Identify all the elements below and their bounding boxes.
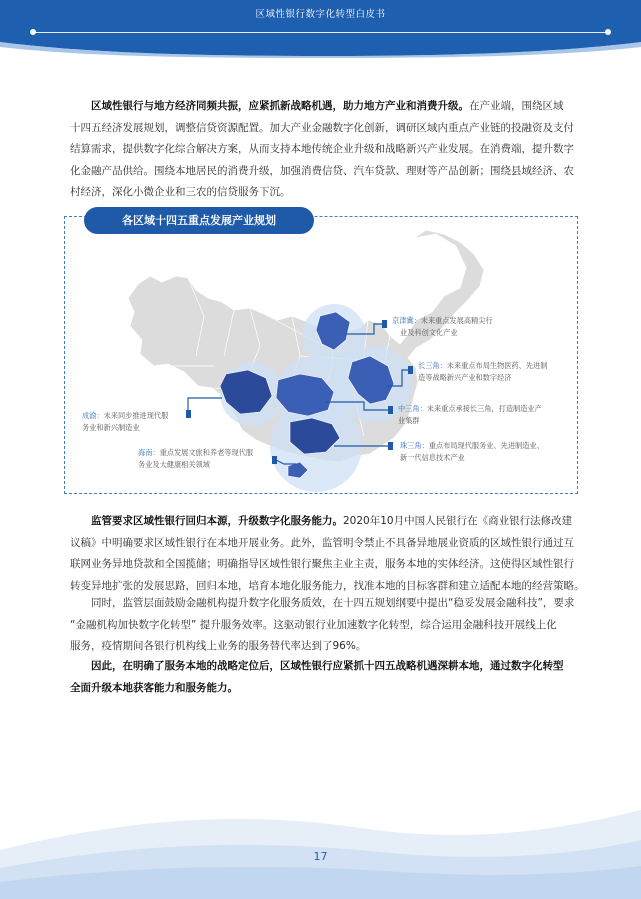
label-jjj [392, 315, 493, 339]
header-dot-left [30, 29, 36, 35]
label-zsj [398, 403, 542, 427]
paragraph-2-lead: 监管要求区域性银行回归本源，升级数字化服务能力。 [91, 515, 343, 527]
figure-title: 各区域十四五重点发展产业规划 [84, 207, 314, 234]
paragraph-1-line-3: 结算需求，提供数字化综合解决方案，从而支持本地传统企业升级和战略新兴产业发展。在消费端，提升数字 [70, 143, 574, 155]
label-cy-name: 成渝： [82, 411, 104, 420]
label-hn-line-1: 重点发展文旅和养老等现代服 [159, 448, 254, 457]
label-csj-name: 长三角： [418, 361, 447, 370]
label-zsj-name: 中三角： [398, 404, 427, 413]
label-zhsj-line-2: 新一代信息技术产业 [400, 453, 465, 462]
paragraph-fintech [70, 593, 590, 658]
paragraph-conclusion [70, 656, 590, 699]
label-cy-line-2: 务业和新兴制造业 [82, 423, 140, 432]
paragraph-regulation [70, 511, 590, 597]
paragraph-regional-economy [70, 96, 590, 204]
footer-waves [0, 790, 641, 899]
label-csj-line-2: 造等战略新兴产业和数字经济 [418, 373, 512, 382]
label-jjj-name: 京津冀： [392, 316, 421, 325]
paragraph-4-line-1: 因此，在明确了服务本地的战略定位后，区域性银行应紧抓十四五战略机遇深耕本地，通过数字化转型 [91, 660, 564, 672]
label-zsj-line-2: 业集群 [398, 416, 420, 425]
paragraph-3-line-1: 同时，监管层面鼓励金融机构提升数字化服务质效，在十四五规划纲要中提出“稳妥发展金融科技”，要求 [91, 597, 575, 609]
paragraph-2-line-1: 2020年10月中国人民银行在《商业银行法修改建 [343, 515, 573, 527]
paragraph-2-line-4: 转变异地扩张的发展思路，回归本地，培育本地化服务能力，找准本地的目标客群和建立适配本地的经营策略。 [70, 579, 585, 592]
label-zhsj [400, 440, 544, 464]
label-hn [138, 447, 253, 471]
label-zhsj-name: 珠三角： [400, 441, 429, 450]
paragraph-2-line-3: 联网业务异地贷款和全国揽储；明确指导区域性银行聚焦主业主责，服务本地的实体经济。这使得区域性银行 [70, 558, 574, 570]
page-number: 17 [313, 850, 328, 863]
label-cy-line-1: 未来同步推进现代服 [103, 411, 169, 420]
paragraph-1-line-1: 在产业端，围绕区域 [469, 100, 564, 112]
label-zhsj-line-1: 重点布局现代服务业、先进制造业、 [428, 441, 544, 450]
document-title: 区域性银行数字化转型白皮书 [255, 9, 386, 20]
label-hn-name: 海南： [138, 448, 160, 457]
header-divider [33, 32, 608, 33]
label-cy [82, 410, 168, 434]
paragraph-2-line-2: 议稿》中明确要求区域性银行在本地开展业务。此外，监管明令禁止不具备异地展业资质的区域性银行通过互 [70, 536, 574, 549]
paragraph-1-line-4: 化金融产品供给。围绕本地居民的消费升级，加强消费信贷、汽车贷款、理财等产品创新；围绕县域经济、农 [70, 164, 574, 177]
page-footer [0, 790, 641, 899]
label-hn-line-2: 务业及大健康相关领域 [138, 460, 210, 469]
paragraph-3-line-3: 服务，疫情期间各银行机构线上业务的服务替代率达到了96%。 [70, 640, 367, 652]
header-dot-right [605, 29, 611, 35]
label-csj-line-1: 未来重点布局生物医药、先进制 [446, 361, 548, 370]
paragraph-3-line-2: “金融机构加快数字化转型” 提升服务效率。这驱动银行业加速数字化转型，综合运用金融科技开展线上化 [70, 618, 557, 631]
paragraph-1-lead: 区域性银行与地方经济同频共振，应紧抓新战略机遇，助力地方产业和消费升级。 [91, 100, 469, 112]
label-jjj-line-2: 业及科创文化产业 [400, 328, 458, 337]
label-csj [418, 360, 547, 384]
label-jjj-line-1: 未来重点发展高精尖行 [420, 316, 493, 325]
page-header [0, 0, 641, 58]
paragraph-1-line-5: 村经济，深化小微企业和三农的信贷服务下沉。 [70, 186, 291, 198]
paragraph-1-line-2: 十四五经济发展规划，调整信贷资源配置。加大产业金融数字化创新，调研区域内重点产业链的投融资及支付 [70, 121, 574, 134]
label-zsj-line-1: 未来重点承接长三角，打造制造业产 [426, 404, 542, 413]
paragraph-4-line-2: 全面升级本地获客能力和服务能力。 [70, 681, 238, 694]
